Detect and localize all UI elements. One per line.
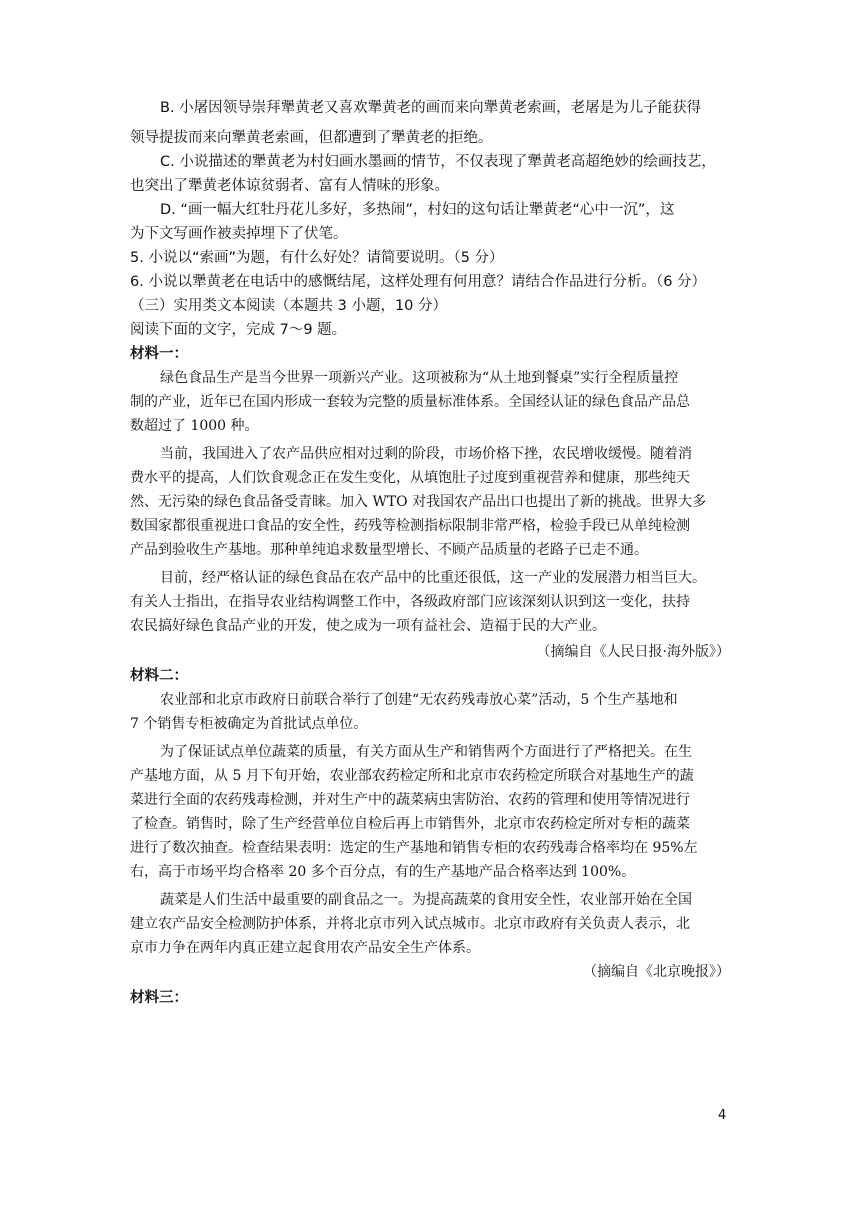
material-2-line: 右，高于市场平均合格率 20 多个百分点，有的生产基地产品合格率达到 100%。 xyxy=(130,864,636,880)
material-2-line: 京市力争在两年内真正建立起食用农产品安全生产体系。 xyxy=(130,940,480,956)
material-1-line: 然、无污染的绿色食品备受青睐。加入 WTO 对我国农产品出口也提出了新的挑战。世界大多 xyxy=(130,494,707,510)
material-1-line: 费水平的提高，人们饮食观念正在发生变化，从填饱肚子过度到重视营养和健康，那些纯天 xyxy=(130,470,690,486)
material-1-line: 目前，经严格认证的绿色食品在农产品中的比重还很低，这一产业的发展潜力相当巨大。 xyxy=(160,570,706,586)
material-1-line: 制的产业，近年已在国内形成一套较为完整的质量标准体系。全国经认证的绿色食品产品总 xyxy=(130,394,690,410)
section-3-heading: （三）实用类文本阅读（本题共 3 小题，10 分） xyxy=(130,298,448,314)
section-3-instruction: 阅读下面的文字，完成 7～9 题。 xyxy=(130,322,347,338)
material-2-line: 蔬菜是人们生活中最重要的副食品之一。为提高蔬菜的食用安全性，农业部开始在全国 xyxy=(160,892,692,908)
material-2-label: 材料二： xyxy=(130,668,188,684)
material-1-line: 有关人士指出，在指导农业结构调整工作中，各级政府部门应该深刻认识到这一变化，扶持 xyxy=(130,594,690,610)
material-1-label: 材料一： xyxy=(130,346,188,362)
material-2-line: 产基地方面，从 5 月下旬开始，农业部农药检定所和北京市农药检定所联合对基地生产的蔬 xyxy=(130,768,694,784)
material-1-line: 当前，我国进入了农产品供应相对过剩的阶段，市场价格下挫，农民增收缓慢。随着消 xyxy=(160,446,692,462)
material-2-line: 7 个销售专柜被确定为首批试点单位。 xyxy=(130,716,368,732)
question-6: 6. 小说以犟黄老在电话中的感慨结尾，这样处理有何用意？请结合作品进行分析。（6 分） xyxy=(130,274,707,290)
material-2-line: 菜进行全面的农药残毒检测，并对生产中的蔬菜病虫害防治、农药的管理和使用等情况进行 xyxy=(130,792,690,808)
material-2-line: 为了保证试点单位蔬菜的质量，有关方面从生产和销售两个方面进行了严格把关。在生 xyxy=(160,744,692,760)
question-5: 5. 小说以“索画”为题，有什么好处？请简要说明。（5 分） xyxy=(130,250,504,266)
option-b-line-1: B. 小屠因领导崇拜犟黄老又喜欢犟黄老的画而来向犟黄老索画，老屠是为儿子能获得 xyxy=(160,100,702,116)
material-2-line: 进行了数次抽查。检查结果表明：选定的生产基地和销售专柜的农药残毒合格率均在 95%左 xyxy=(130,840,698,856)
option-c-line-2: 也突出了犟黄老体谅贫弱者、富有人情味的形象。 xyxy=(130,178,449,194)
material-2-line: 了检查。销售时，除了生产经营单位自检后再上市销售外，北京市农药检定所对专柜的蔬菜 xyxy=(130,816,690,832)
material-3-label: 材料三： xyxy=(130,990,188,1006)
option-c-line-1: C. 小说描述的犟黄老为村妇画水墨画的情节，不仅表现了犟黄老高超绝妙的绘画技艺， xyxy=(160,154,716,170)
material-1-line: 绿色食品生产是当今世界一项新兴产业。这项被称为“从土地到餐桌”实行全程质量控 xyxy=(160,370,679,386)
page-number: 4 xyxy=(718,1108,727,1123)
material-1-source: （摘编自《人民日报·海外版》） xyxy=(536,644,730,660)
option-d-line-2: 为下文写画作被卖掉埋下了伏笔。 xyxy=(130,226,348,242)
option-d-line-1: D. “画一幅大红牡丹花儿多好，多热闹”，村妇的这句话让犟黄老“心中一沉”，这 xyxy=(160,202,675,218)
material-2-line: 农业部和北京市政府日前联合举行了创建“无农药残毒放心菜”活动，5 个生产基地和 xyxy=(160,692,678,708)
material-1-line: 数国家都很重视进口食品的安全性，药残等检测指标限制非常严格，检验手段已从单纯检测 xyxy=(130,518,690,534)
material-1-line: 数超过了 1000 种。 xyxy=(130,418,259,434)
option-b-line-2: 领导提拔而来向犟黄老索画，但都遭到了犟黄老的拒绝。 xyxy=(130,130,493,146)
material-2-line: 建立农产品安全检测防护体系，并将北京市列入试点城市。北京市政府有关负责人表示，北 xyxy=(130,916,690,932)
material-2-source: （摘编自《北京晚报》） xyxy=(583,964,730,980)
material-1-line: 产品到验收生产基地。那种单纯追求数量型增长、不顾产品质量的老路子已走不通。 xyxy=(130,542,648,558)
material-1-line: 农民搞好绿色食品产业的开发，使之成为一项有益社会、造福于民的大产业。 xyxy=(130,618,606,634)
